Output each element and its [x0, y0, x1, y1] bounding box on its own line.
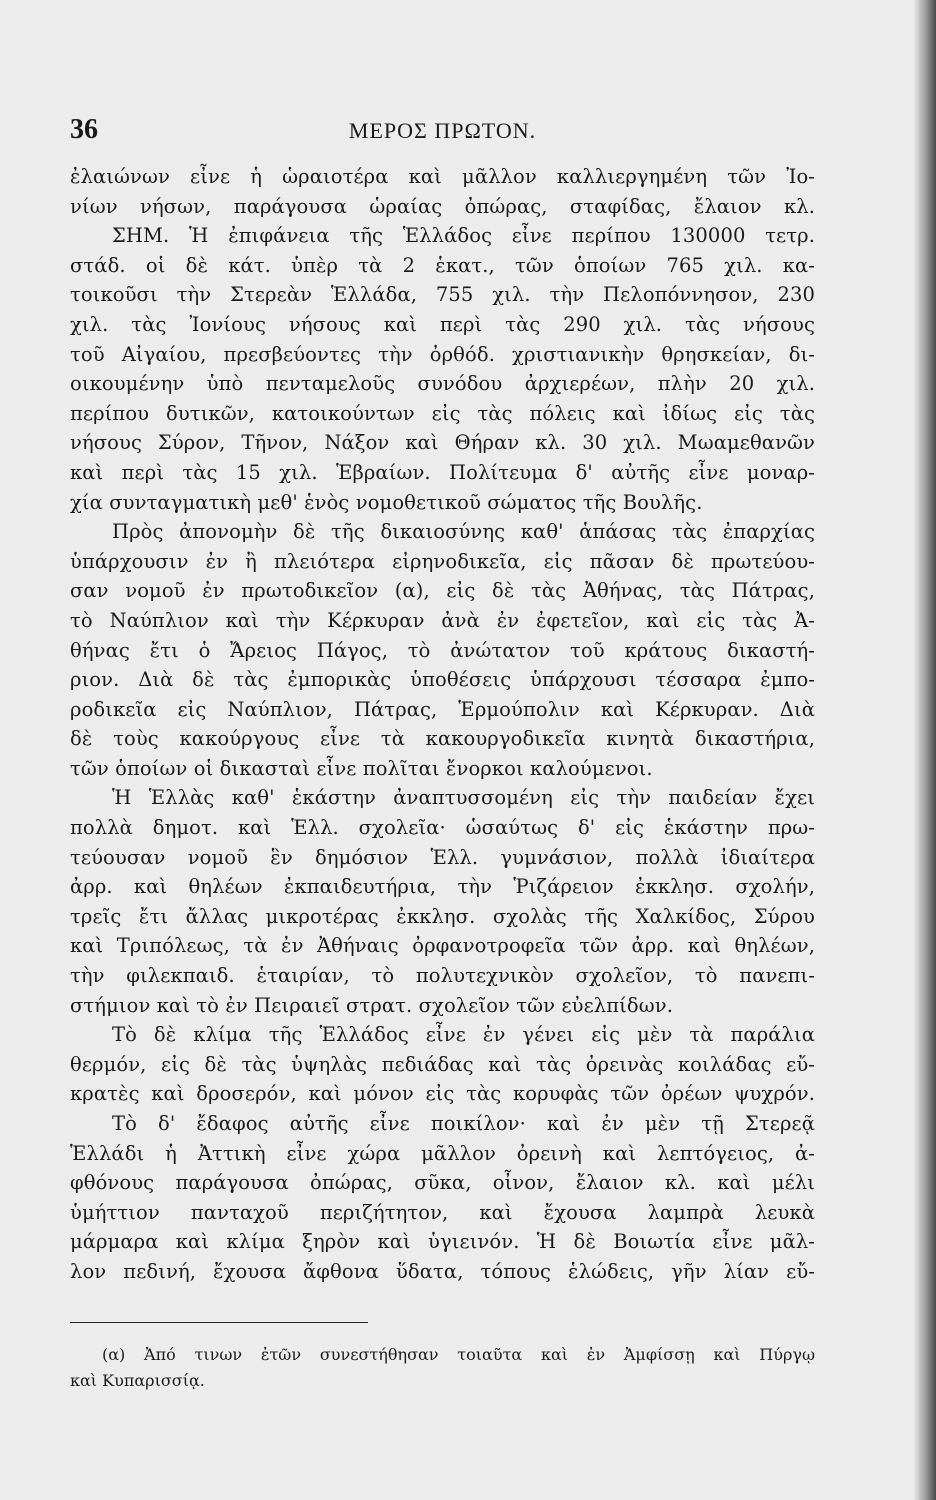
text-line: Τὸ δὲ κλίμα τῆς Ἑλλάδος εἶνε ἐν γένει εἰς μὲν τὰ παράλια — [112, 1023, 815, 1047]
footnote-line: (α) Ἀπό τινων ἐτῶν συνεστήθησαν τοιαῦτα καὶ ἐν Ἀμφίσσῃ καὶ Πύργῳ — [102, 1345, 815, 1364]
text-line: θερμόν, εἰς δὲ τὰς ὑψηλὰς πεδιάδας καὶ τὰς ὀρεινὰς κοιλάδας εὔ- — [70, 1052, 815, 1076]
text-line: οικουμένην ὑπὸ πενταμελοῦς συνόδου ἀρχιερέων, πλὴν 20 χιλ. — [70, 372, 815, 396]
text-line: ἐλαιώνων εἶνε ἡ ὡραιοτέρα καὶ μᾶλλον καλλιεργημένη τῶν Ἰο- — [70, 165, 815, 188]
text-line: μάρμαρα καὶ κλίμα ξηρὸν καὶ ὑγιεινόν. Ἡ δὲ Βοιωτία εἶνε μᾶλ- — [70, 1230, 815, 1254]
text-line: σαν νομοῦ ἐν πρωτοδικεῖον (α), εἰς δὲ τὰς Ἀθήνας, τὰς Πάτρας, — [70, 579, 815, 603]
text-line: τοικοῦσι τὴν Στερεὰν Ἑλλάδα, 755 χιλ. τὴν Πελοπόννησον, 230 — [70, 283, 815, 307]
text-line: θήνας ἔτι ὁ Ἄρειος Πάγος, τὸ ἀνώτατον τοῦ κράτους δικαστή- — [70, 638, 815, 662]
text-line: λον πεδινή, ἔχουσα ἄφθονα ὕδατα, τόπους ἑλώδεις, γῆν λίαν εὔ- — [70, 1259, 815, 1283]
text-line: κρατὲς καὶ δροσερόν, καὶ μόνον εἰς τὰς κορυφὰς τῶν ὀρέων ψυχρόν. — [70, 1082, 815, 1106]
text-line: στήμιον καὶ τὸ ἐν Πειραιεῖ στρατ. σχολεῖον τῶν εὐελπίδων. — [70, 993, 674, 1017]
footnote-separator — [70, 1322, 368, 1323]
text-line: στάδ. οἱ δὲ κάτ. ὑπὲρ τὰ 2 ἑκατ., τῶν ὁποίων 765 χιλ. κα- — [70, 253, 815, 277]
text-line: τρεῖς ἔτι ἄλλας μικροτέρας ἐκκλησ. σχολὰς τῆς Χαλκίδος, Σύρου — [70, 904, 815, 928]
text-line: πολλὰ δημοτ. καὶ Ἑλλ. σχολεῖα· ὡσαύτως δ' εἰς ἑκάστην πρω- — [70, 816, 815, 840]
footnote-line: καὶ Κυπαρισσίᾳ. — [70, 1371, 205, 1390]
text-line: τοῦ Αἰγαίου, πρεσβεύοντες τὴν ὀρθόδ. χριστιανικὴν θρησκείαν, δι- — [70, 342, 815, 366]
text-line: ροδικεῖα εἰς Ναύπλιον, Πάτρας, Ἑρμούπολιν καὶ Κέρκυραν. Διὰ — [70, 697, 815, 721]
text-line: Τὸ δ' ἔδαφος αὐτῆς εἶνε ποικίλον· καὶ ἐν μὲν τῇ Στερεᾷ — [112, 1112, 815, 1135]
text-line: τὸ Ναύπλιον καὶ τὴν Κέρκυραν ἀνὰ ἐν ἐφετεῖον, καὶ εἰς τὰς Ἀ- — [70, 608, 815, 632]
page-number: 36 — [70, 114, 98, 145]
text-line: χία συνταγματικὴ μεθ' ἑνὸς νομοθετικοῦ σώματος τῆς Βουλῆς. — [70, 490, 703, 514]
body-text — [70, 162, 815, 1287]
text-line: νήσους Σύρον, Τῆνον, Νάξον καὶ Θήραν κλ. 30 χιλ. Μωαμεθανῶν — [70, 431, 815, 455]
text-line: Ἑλλάδι ἡ Ἀττικὴ εἶνε χώρα μᾶλλον ὀρεινὴ καὶ λεπτόγειος, ἀ- — [70, 1141, 815, 1165]
page-header — [70, 112, 815, 152]
running-title: ΜΕΡΟΣ ΠΡΩΤΟΝ. — [348, 118, 537, 143]
text-line: τεύουσαν νομοῦ ἓν δημόσιον Ἑλλ. γυμνάσιον, πολλὰ ἰδιαίτερα — [70, 845, 815, 869]
text-line: ΣΗΜ. Ἡ ἐπιφάνεια τῆς Ἑλλάδος εἶνε περίπου 130000 τετρ. — [112, 224, 815, 248]
text-line: Πρὸς ἀπονομὴν δὲ τῆς δικαιοσύνης καθ' ἁπάσας τὰς ἐπαρχίας — [112, 520, 815, 544]
text-line: τῶν ὁποίων οἱ δικασταὶ εἶνε πολῖται ἔνορκοι καλούμενοι. — [70, 756, 653, 780]
text-line: Ἡ Ἑλλὰς καθ' ἑκάστην ἀναπτυσσομένη εἰς τὴν παιδείαν ἔχει — [112, 786, 815, 810]
text-line: φθόνους παράγουσα ὀπώρας, σῦκα, οἶνον, ἔλαιον κλ. καὶ μέλι — [70, 1171, 815, 1195]
text-line: καὶ Τριπόλεως, τὰ ἐν Ἀθήναις ὀρφανοτροφεῖα τῶν ἀρρ. καὶ θηλέων, — [70, 934, 815, 958]
text-line: χιλ. τὰς Ἰονίους νήσους καὶ περὶ τὰς 290 χιλ. τὰς νήσους — [70, 312, 815, 336]
text-line: ριον. Διὰ δὲ τὰς ἐμπορικὰς ὑποθέσεις ὑπάρχουσι τέσσαρα ἐμπο- — [70, 668, 815, 692]
footnote — [70, 1342, 815, 1394]
text-line: ἀρρ. καὶ θηλέων ἐκπαιδευτήρια, τὴν Ῥιζάρειον ἐκκλησ. σχολήν, — [70, 875, 815, 899]
text-line: καὶ περὶ τὰς 15 χιλ. Ἑβραίων. Πολίτευμα δ' αὐτῆς εἶνε μοναρ- — [70, 460, 815, 484]
text-line: περίπου δυτικῶν, κατοικούντων εἰς τὰς πόλεις καὶ ἰδίως εἰς τὰς — [70, 401, 815, 425]
text-line: νίων νήσων, παράγουσα ὡραίας ὀπώρας, σταφίδας, ἔλαιον κλ. — [70, 194, 815, 218]
page-edge-shadow — [914, 0, 936, 1500]
text-line: δὲ τοὺς κακούργους εἶνε τὰ κακουργοδικεῖα κινητὰ δικαστήρια, — [70, 727, 815, 751]
text-line: τὴν φιλεκπαιδ. ἑταιρίαν, τὸ πολυτεχνικὸν σχολεῖον, τὸ πανεπι- — [70, 964, 815, 988]
text-line: ὑπάρχουσιν ἐν ἢ πλειότερα εἰρηνοδικεῖα, εἰς πᾶσαν δὲ πρωτεύου- — [70, 549, 815, 573]
text-line: ὑμήττιον πανταχοῦ περιζήτητον, καὶ ἔχουσα λαμπρὰ λευκὰ — [70, 1200, 815, 1224]
